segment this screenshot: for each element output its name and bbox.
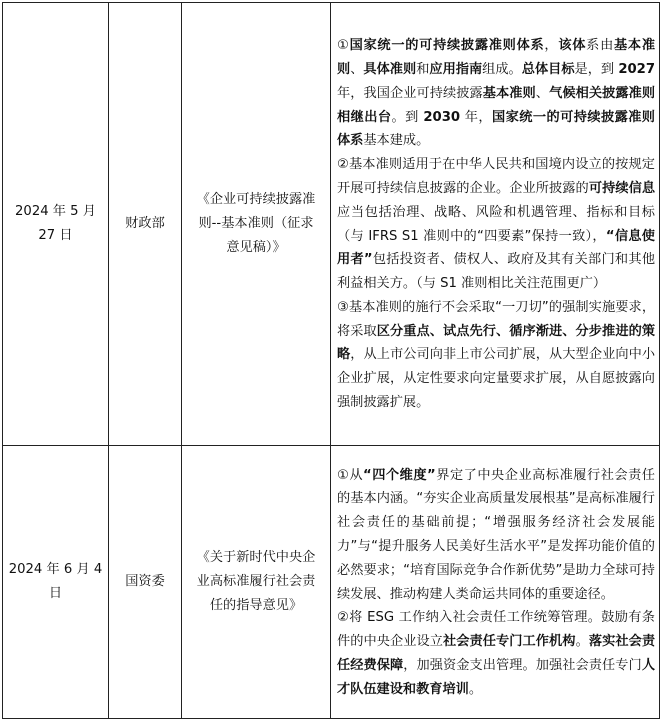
table-row: [3, 446, 660, 719]
text-run: 应当包括治理、战略、风险和机遇管理、指标和目标（与 IFRS S1 准则中的“四要素”保持一致），: [337, 204, 655, 244]
text-run: 基本建成。: [363, 133, 430, 149]
agency-cell: 财政部: [109, 3, 182, 446]
text-run: 落实社会责任经费保障: [337, 634, 656, 673]
text-run: 年，我国企业可持续披露: [337, 85, 483, 101]
table-row: [3, 3, 660, 446]
text-run: 组成。: [482, 61, 522, 77]
content-point: [337, 34, 655, 153]
text-run: 2027: [618, 61, 656, 77]
text-run: ②基本准则适用于在中华人民共和国境内设立的按规定开展可持续信息披露的企业。企业所披露的: [337, 157, 655, 196]
content-cell: [331, 3, 660, 446]
text-run: 系由: [586, 38, 615, 54]
text-run: 该体: [558, 38, 587, 54]
document-cell: 《关于新时代中央企业高标准履行社会责任的指导意见》: [182, 446, 331, 719]
text-run: 气候相关披露准则相继出台: [337, 85, 656, 125]
text-run: “信息使用者”: [337, 228, 655, 268]
content-point: [337, 606, 655, 701]
text-run: 国家统一的可持续披露准则体系: [349, 38, 545, 54]
text-run: 具体准则: [363, 61, 417, 77]
date-cell: 2024 年 5 月 27 日: [3, 3, 109, 446]
text-run: 2030: [423, 109, 461, 125]
text-run: 界定了中央企业高标准履行社会责任的基本内涵。“夯实企业高质量发展根基”是高标准履行社会责任的基础前提；“增强服务经济社会发展能力”与“提升服务人民美好生活水平”是发挥功能价值的必然要求；“培育国际竞争合作新优势”是助力全球可持续发展、推动构建人类命运共同体的重要途径。: [337, 467, 655, 602]
content-point: [337, 296, 655, 415]
text-run: 区分重点、试点先行、循序渐进、分步推进的策略: [337, 323, 656, 363]
text-run: 总体目标: [521, 61, 575, 77]
text-run: 可持续信息: [588, 180, 656, 196]
text-run: 和: [416, 61, 430, 77]
text-run: 包括投资者、债权人、政府及其有关部门和其他利益相关方。（与 S1 准则相比关注范围更广）: [337, 252, 656, 292]
text-run: ，从上市公司向非上市公司扩展，从大型企业向中小企业扩展，从定性要求向定量要求扩展，从自愿披露向强制披露扩展。: [337, 347, 656, 411]
text-run: “四个维度”: [363, 467, 436, 483]
policy-table: [2, 2, 660, 719]
text-run: 。: [468, 681, 483, 697]
content-point: [337, 464, 655, 607]
text-run: 国家统一的可持续披露准则体系: [337, 109, 655, 149]
document-cell: 《企业可持续披露准则--基本准则（征求意见稿）》: [182, 3, 331, 446]
text-run: 。到: [391, 109, 424, 125]
text-run: ②将 ESG 工作纳入社会责任工作统筹管理。鼓励有条件的中央企业设立: [337, 610, 655, 650]
text-run: ，加强资金支出管理。加强社会责任专门: [403, 657, 642, 673]
text-run: ①从: [337, 467, 364, 483]
text-run: 。: [575, 634, 589, 650]
text-run: 年，: [460, 109, 492, 125]
content-cell: [331, 446, 660, 719]
text-run: ③基本准则的施行不会采取“一刀切”的强制实施要求，将采取: [337, 299, 655, 339]
agency-cell: 国资委: [109, 446, 182, 719]
text-run: ，: [544, 38, 559, 54]
text-run: 基本准则: [482, 85, 536, 101]
text-run: 应用指南: [429, 61, 483, 77]
text-run: 社会责任专门工作机构: [443, 634, 576, 650]
text-run: 、: [535, 85, 550, 101]
text-run: 、: [350, 61, 364, 77]
date-cell: 2024 年 6 月 4 日: [3, 446, 109, 719]
text-run: ①: [337, 38, 350, 54]
content-point: [337, 153, 655, 296]
text-run: 是，到: [574, 61, 619, 77]
text-run: 人才队伍建设和教育培训: [337, 657, 656, 697]
text-run: 基本准则: [337, 38, 656, 77]
